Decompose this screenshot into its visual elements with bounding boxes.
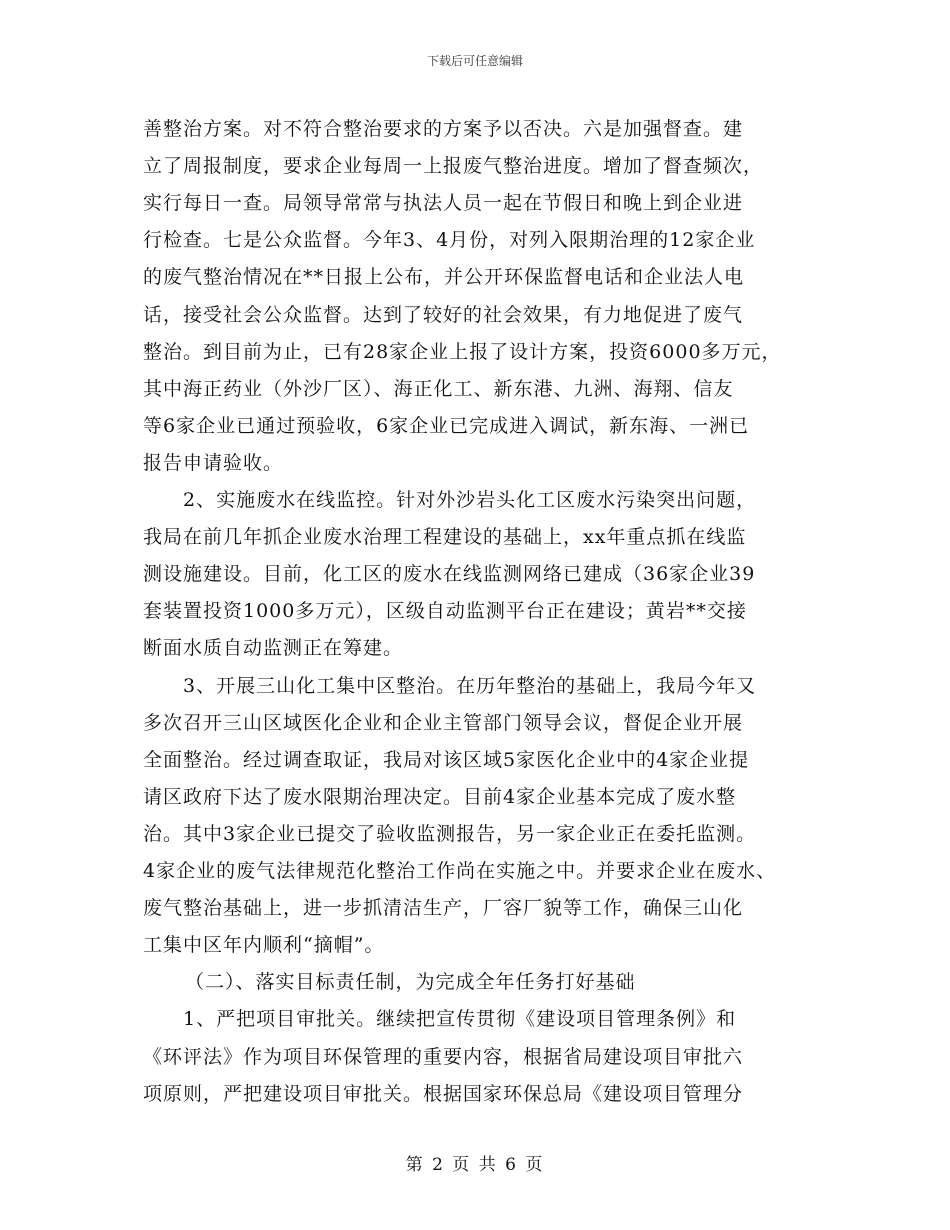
- text-line: 4家企业的废气法律规范化整治工作尚在实施之中。并要求企业在废水、: [143, 860, 777, 882]
- text-line: 整治。到目前为止，已有28家企业上报了设计方案，投资6000多万元，: [143, 340, 782, 363]
- text-line: 测设施建设。目前，化工区的废水在线监测网络已建成（36家企业39: [143, 563, 756, 586]
- text-line: 3、开展三山化工集中区整治。在历年整治的基础上，我局今年又: [183, 674, 757, 697]
- text-line: 的废气整治情况在**日报上公布，并公开环保监督电话和企业法人电: [143, 266, 745, 289]
- text-line: 等6家企业已通过预验收，6家企业已完成进入调试，新东海、一洲已: [143, 414, 750, 437]
- text-line: 废气整治基础上，进一步抓清洁生产，厂容厂貌等工作，确保三山化: [143, 897, 744, 920]
- text-line: 套装置投资1000多万元），区级自动监测平台正在建设；黄岩**交接: [143, 600, 747, 623]
- text-line: 善整治方案。对不符合整治要求的方案予以否决。六是加强督查。建: [143, 118, 744, 140]
- text-line: 工集中区年内顺利“摘帽”。: [143, 934, 385, 957]
- page-header: 下载后可任意编辑: [426, 54, 523, 68]
- page-footer: 第 2 页 共 6 页: [405, 1155, 545, 1175]
- text-line: 请区政府下达了废水限期治理决定。目前4家企业基本完成了废水整: [143, 785, 737, 808]
- text-line: 立了周报制度，要求企业每周一上报废气整治进度。增加了督查频次，: [143, 155, 764, 178]
- text-line: 1、严把项目审批关。继续把宣传贯彻《建设项目管理条例》和: [183, 1008, 737, 1031]
- text-line: 《环评法》作为项目环保管理的重要内容，根据省局建设项目审批六: [143, 1045, 744, 1068]
- text-line: 多次召开三山区域医化企业和企业主管部门领导会议，督促企业开展: [143, 711, 744, 734]
- text-line: 我局在前几年抓企业废水治理工程建设的基础上，xx年重点抓在线监: [143, 526, 747, 549]
- text-line: 话，接受社会公众监督。达到了较好的社会效果，有力地促进了废气: [143, 303, 744, 326]
- text-line: 2、实施废水在线监控。针对外沙岩头化工区废水污染突出问题，: [183, 489, 757, 511]
- text-line: 其中海正药业（外沙厂区）、海正化工、新东港、九洲、海翔、信友: [143, 377, 734, 400]
- text-line: （二）、落实目标责任制，为完成全年任务打好基础: [185, 971, 636, 994]
- text-line: 治。其中3家企业已提交了验收监测报告，另一家企业正在委托监测。: [143, 822, 757, 845]
- text-line: 断面水质自动监测正在筹建。: [143, 637, 404, 660]
- text-line: 实行每日一查。局领导常常与执法人员一起在节假日和晚上到企业进: [143, 192, 744, 215]
- text-line: 项原则，严把建设项目审批关。根据国家环保总局《建设项目管理分: [143, 1082, 744, 1105]
- text-line: 报告申请验收。: [143, 451, 284, 474]
- text-line: 全面整治。经过调查取证，我局对该区域5家医化企业中的4家企业提: [143, 748, 750, 771]
- text-line: 行检查。七是公众监督。今年3、4月份，对列入限期治理的12家企业: [143, 229, 756, 252]
